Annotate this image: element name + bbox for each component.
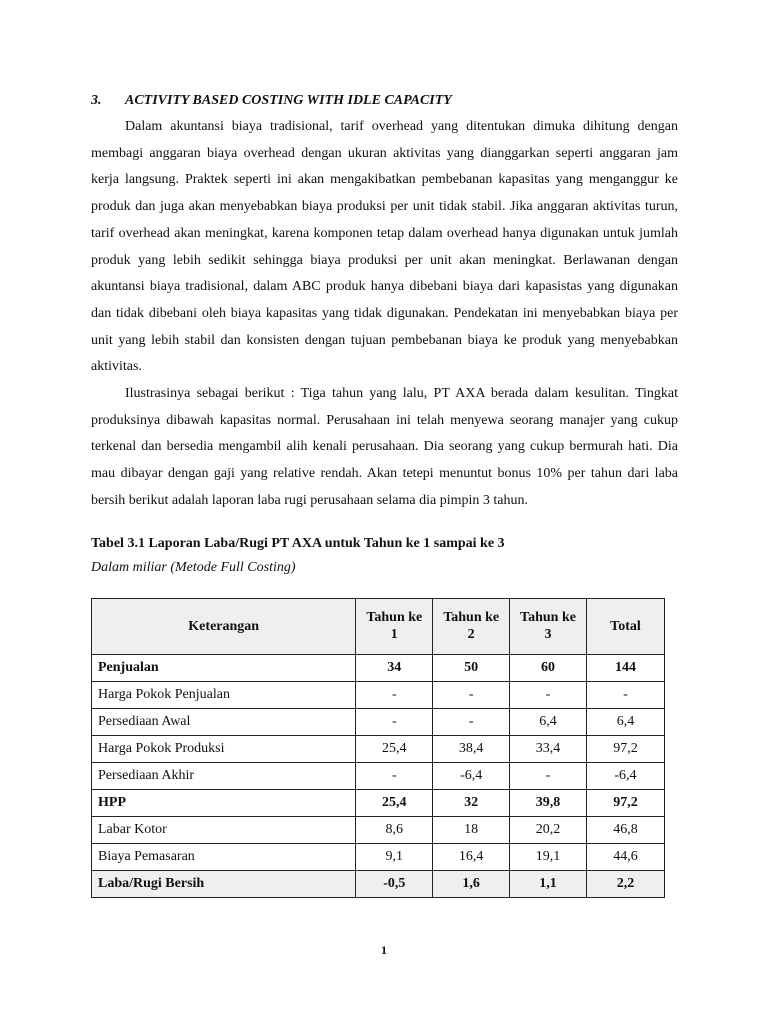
- table-cell: 60: [510, 654, 587, 681]
- section-heading: [91, 91, 678, 111]
- section-number: 3.: [91, 93, 102, 108]
- table-cell: -0,5: [356, 870, 433, 897]
- table-cell: 97,2: [586, 735, 664, 762]
- table-body: [92, 654, 665, 897]
- paragraph: Ilustrasinya sebagai berikut : Tiga tahun yang lalu, PT AXA berada dalam kesulitan. Tingkat produksinya dibawah kapasitas normal. Perusahaan ini telah menyewa seorang manajer yang cukup terkenal dan bersedia mengambil alih kenali perusahaan. Dia seorang yang cukup bermurah hati. Dia mau dibayar dengan gaji yang relative rendah. Akan tetepi menuntut bonus 10% per tahun dari laba bersih berikut adalah laporan laba rugi perusahaan selama dia pimpin 3 tahun.: [91, 386, 678, 508]
- table-cell: 33,4: [510, 735, 587, 762]
- row-label: Persediaan Akhir: [92, 762, 356, 789]
- table-cell: 44,6: [586, 843, 664, 870]
- table-cell: -: [433, 708, 510, 735]
- table-cell: 25,4: [356, 735, 433, 762]
- table-cell: -: [510, 762, 587, 789]
- table-cell: -: [356, 708, 433, 735]
- column-header: Tahun ke 2: [433, 598, 510, 654]
- column-header: Total: [586, 598, 664, 654]
- table-cell: -: [356, 681, 433, 708]
- table-cell: -6,4: [586, 762, 664, 789]
- table-row: [92, 735, 665, 762]
- table-cell: 32: [433, 789, 510, 816]
- page-number: 1: [381, 943, 387, 957]
- table-cell: 46,8: [586, 816, 664, 843]
- table-cell: -6,4: [433, 762, 510, 789]
- table-cell: 1,6: [433, 870, 510, 897]
- table-header-row: [92, 598, 665, 654]
- row-label: HPP: [92, 789, 356, 816]
- table-row: [92, 762, 665, 789]
- table-cell: 6,4: [586, 708, 664, 735]
- table-row: [92, 816, 665, 843]
- column-header: Tahun ke 3: [510, 598, 587, 654]
- table-title: Tabel 3.1 Laporan Laba/Rugi PT AXA untuk Tahun ke 1 sampai ke 3: [91, 535, 505, 551]
- table-cell: 16,4: [433, 843, 510, 870]
- table-row: [92, 708, 665, 735]
- table-cell: 20,2: [510, 816, 587, 843]
- table-cell: 144: [586, 654, 664, 681]
- table-cell: 19,1: [510, 843, 587, 870]
- table-cell: 9,1: [356, 843, 433, 870]
- table-row: [92, 654, 665, 681]
- table-cell: 1,1: [510, 870, 587, 897]
- row-label: Harga Pokok Penjualan: [92, 681, 356, 708]
- row-label: Penjualan: [92, 654, 356, 681]
- row-label: Laba/Rugi Bersih: [92, 870, 356, 897]
- paragraph: Dalam akuntansi biaya tradisional, tarif overhead yang ditentukan dimuka dihitung dengan membagi anggaran biaya overhead dengan ukuran aktivitas yang dianggarkan seperti anggaran jam kerja langsung. Praktek seperti ini akan mengakibatkan pembebanan kapasitas yang menganggur ke produk dan juga akan menyebabkan biaya produksi per unit tidak stabil. Jika anggaran aktivitas turun, tarif overhead akan meningkat, karena komponen tetap dalam overhead hanya digunakan untuk jumlah produk yang lebih sedikit sehingga biaya produksi per unit akan meningkat. Berlawanan dengan akuntansi biaya tradisional, dalam ABC produk hanya dibebani biaya dari kapasistas yang digunakan dan tidak dibebani oleh biaya kapasitas yang tidak digunakan. Pendekatan ini menyebabkan biaya per unit yang lebih stabil dan konsisten dengan tujuan pembebanan biaya ke produk yang menyebabkan aktivitas.: [91, 119, 678, 375]
- row-label: Biaya Pemasaran: [92, 843, 356, 870]
- income-statement-table: [91, 598, 665, 898]
- column-header: Keterangan: [92, 598, 356, 654]
- table-cell: -: [356, 762, 433, 789]
- table-cell: -: [433, 681, 510, 708]
- row-label: Labar Kotor: [92, 816, 356, 843]
- table-cell: 50: [433, 654, 510, 681]
- section-title: ACTIVITY BASED COSTING WITH IDLE CAPACITY: [125, 93, 452, 108]
- table-cell: -: [510, 681, 587, 708]
- column-header: Tahun ke 1: [356, 598, 433, 654]
- table-cell: 34: [356, 654, 433, 681]
- table-cell: 2,2: [586, 870, 664, 897]
- table-cell: 8,6: [356, 816, 433, 843]
- table-cell: 6,4: [510, 708, 587, 735]
- table-cell: -: [586, 681, 664, 708]
- table-cell: 25,4: [356, 789, 433, 816]
- row-label: Harga Pokok Produksi: [92, 735, 356, 762]
- document-page: [91, 91, 678, 898]
- table-cell: 18: [433, 816, 510, 843]
- row-label: Persediaan Awal: [92, 708, 356, 735]
- table-subtitle: Dalam miliar (Metode Full Costing): [91, 559, 296, 575]
- table-row: [92, 681, 665, 708]
- table-cell: 38,4: [433, 735, 510, 762]
- table-row: [92, 870, 665, 897]
- table-row: [92, 843, 665, 870]
- table-cell: 39,8: [510, 789, 587, 816]
- table-row: [92, 789, 665, 816]
- table-cell: 97,2: [586, 789, 664, 816]
